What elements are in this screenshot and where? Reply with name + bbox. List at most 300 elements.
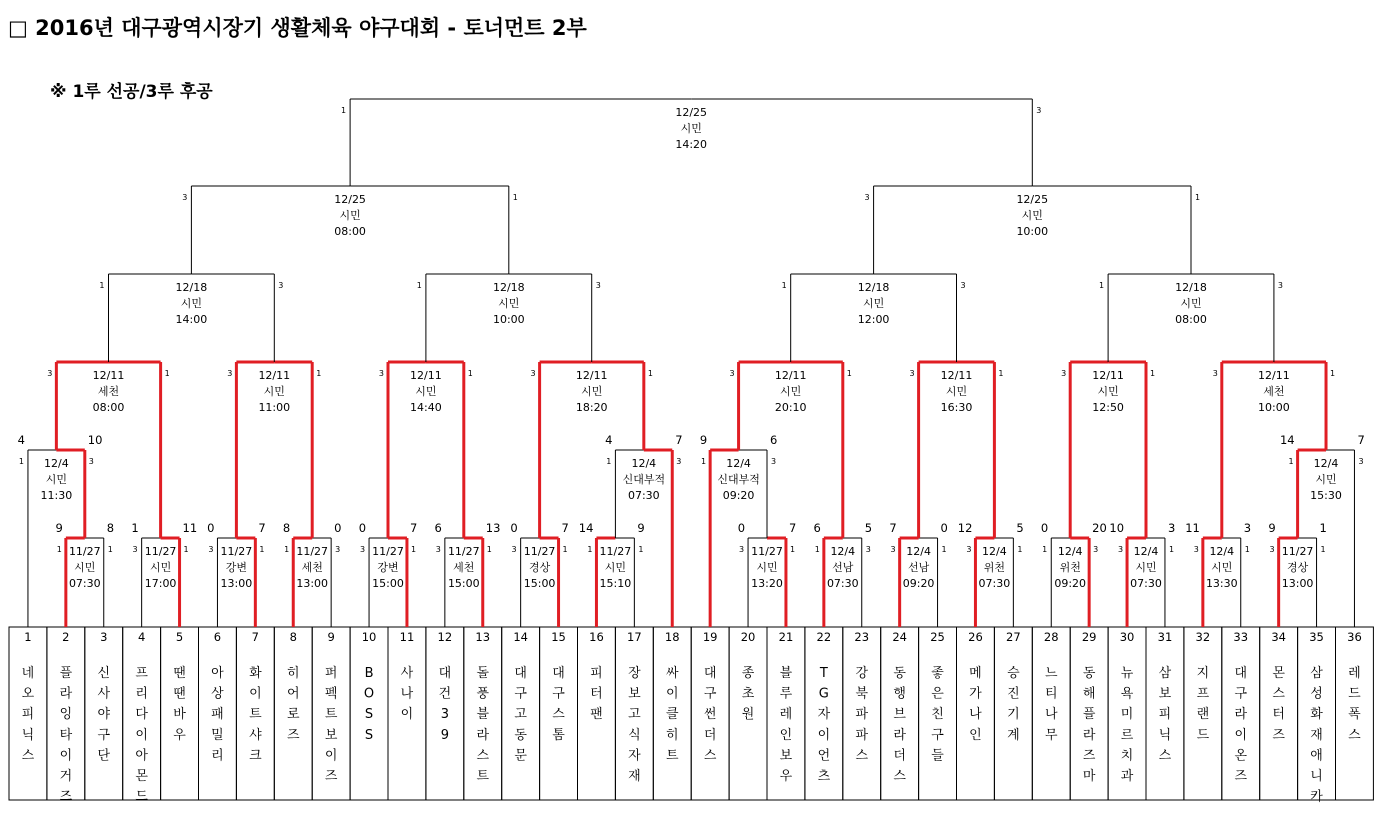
match-info: 09:20 (1054, 577, 1087, 590)
team-name-char: 건 (438, 686, 452, 702)
side-marker: 1 (1099, 281, 1105, 290)
team-name-char: 무 (1044, 727, 1058, 743)
match-info: 12/4 (1313, 457, 1339, 470)
team-name-char: 신 (97, 666, 111, 681)
score-right: 7 (258, 521, 266, 535)
team-name-char: 오 (21, 686, 35, 702)
team-number: 16 (589, 630, 604, 644)
team-name-char: 나 (1044, 707, 1058, 723)
side-marker: 1 (107, 545, 113, 554)
side-marker: 3 (1269, 545, 1275, 554)
side-marker: 3 (88, 457, 94, 466)
score-right: 7 (561, 521, 569, 535)
side-marker: 1 (1042, 545, 1048, 554)
team-name-char: 닉 (21, 727, 35, 743)
match-info: 12/11 (1092, 369, 1124, 382)
team-name-char: 구 (1234, 686, 1248, 702)
team-name-char: 어 (286, 686, 300, 702)
team-name-char: 레 (779, 707, 793, 723)
team-name-char: 문 (514, 748, 527, 764)
score-left: 12 (957, 521, 973, 535)
team-name-char: 이 (1234, 727, 1248, 743)
side-marker: 3 (208, 545, 214, 554)
team-name-char: 땐 (173, 666, 186, 681)
team-name-char: 타 (59, 727, 73, 743)
team-number: 12 (437, 630, 453, 644)
team-name-char: 들 (931, 748, 944, 764)
team-number: 4 (137, 630, 146, 644)
match-info: 시민 (1135, 561, 1157, 574)
team-name-char: 대 (438, 666, 452, 681)
team-name-char: 가 (969, 686, 982, 702)
team-name-char: 아 (211, 666, 224, 681)
match-info: 12:00 (857, 313, 890, 326)
team-name-char: 원 (741, 707, 755, 723)
side-marker: 3 (865, 545, 871, 554)
side-marker: 1 (606, 457, 612, 466)
team-name-char: 고 (628, 707, 641, 723)
team-name-char: 야 (97, 707, 111, 723)
team-name-char: 스 (1272, 686, 1285, 702)
side-marker: 3 (1061, 369, 1067, 378)
team-name-char: 땐 (173, 686, 186, 702)
match-info: 11/27 (751, 545, 783, 558)
team-name-char: 바 (173, 707, 186, 723)
team-name-char: 프 (1196, 686, 1210, 702)
match-info: 선남 (907, 561, 930, 574)
match-info: 12/4 (906, 545, 931, 558)
side-marker: 1 (410, 545, 417, 554)
team-name-char: 나 (400, 686, 414, 702)
team-number: 30 (1119, 630, 1135, 644)
team-number: 19 (702, 630, 718, 644)
side-marker: 3 (1193, 545, 1199, 554)
score-left: 11 (1185, 521, 1200, 535)
team-number: 10 (361, 630, 377, 644)
score-right: 3 (1243, 521, 1252, 535)
match-info: 15:00 (523, 577, 556, 590)
match-info: 시민 (756, 561, 778, 574)
team-name-char: 치 (1120, 748, 1134, 764)
side-marker: 3 (227, 369, 233, 378)
team-name-char: 재 (1310, 727, 1323, 743)
team-number: 36 (1347, 630, 1362, 644)
score-right: 7 (1357, 433, 1365, 447)
team-number: 5 (175, 630, 184, 644)
team-name-char: 이 (665, 686, 679, 702)
team-name-char: 구 (514, 686, 527, 702)
match-info: 위천 (983, 561, 1006, 574)
side-marker: 1 (164, 369, 170, 378)
side-marker: 1 (56, 545, 62, 554)
score-right: 7 (675, 433, 683, 447)
team-name-char: 자 (817, 707, 831, 723)
match-info: 11/27 (523, 545, 556, 558)
team-name-char: 욕 (1120, 686, 1134, 702)
team-name-char: 몬 (1272, 666, 1285, 681)
match-info: 14:00 (175, 313, 208, 326)
team-name-char: 성 (1310, 686, 1323, 702)
team-name-char: 느 (1044, 666, 1058, 681)
side-marker: 3 (595, 281, 601, 290)
side-marker: 1 (99, 281, 105, 290)
team-name-char: 피 (1158, 707, 1172, 723)
score-right: 20 (1092, 521, 1107, 535)
match-info: 시민 (498, 297, 520, 310)
team-number: 33 (1233, 630, 1249, 644)
team-number: 17 (627, 630, 642, 644)
score-left: 9 (55, 521, 63, 535)
match-info: 13:00 (1281, 577, 1314, 590)
match-info: 12/18 (175, 281, 208, 294)
score-left: 14 (1279, 433, 1295, 447)
team-name-char: 다 (135, 707, 148, 723)
side-marker: 1 (259, 545, 265, 554)
side-marker: 1 (941, 545, 947, 554)
team-name-char: 언 (817, 748, 831, 764)
score-left: 6 (813, 521, 821, 535)
match-info: 강변 (225, 561, 248, 574)
team-name-char: 블 (476, 707, 490, 723)
match-info: 12/11 (1258, 369, 1290, 382)
team-name-char: 인 (779, 727, 793, 743)
score-right: 10 (87, 433, 103, 447)
team-name-char: 카 (1310, 789, 1323, 805)
team-name-char: 스 (1158, 748, 1172, 764)
team-name-char: 트 (476, 769, 490, 784)
team-name-char: 장 (628, 666, 641, 681)
score-right: 0 (334, 521, 342, 535)
team-name-char: 화 (1310, 707, 1323, 723)
match-info: 07:30 (1130, 577, 1162, 590)
team-name-char: O (363, 686, 375, 702)
match-info: 시민 (1180, 297, 1202, 310)
score-left: 9 (699, 433, 708, 447)
team-name-char: S (364, 727, 374, 743)
match-info: 15:10 (599, 577, 632, 590)
team-name-char: 스 (21, 748, 35, 764)
team-name-char: T (819, 666, 828, 681)
match-info: 시민 (862, 297, 885, 310)
team-number: 25 (930, 630, 945, 644)
match-info: 세천 (301, 561, 323, 574)
team-name-char: 돌 (476, 666, 490, 681)
match-info: 07:30 (68, 577, 101, 590)
match-info: 10:00 (1016, 225, 1049, 238)
side-marker: 3 (960, 281, 966, 290)
team-name-char: 이 (249, 686, 262, 702)
team-name-char: 몬 (135, 769, 148, 784)
match-info: 11/27 (144, 545, 177, 558)
match-info: 시민 (45, 473, 68, 486)
team-number: 20 (740, 630, 756, 644)
team-name-char: 인 (969, 727, 982, 743)
match-info: 12/4 (1057, 545, 1083, 558)
match-info: 18:20 (575, 401, 608, 414)
match-info: 시민 (1315, 473, 1337, 486)
team-name-char: 리 (135, 686, 148, 702)
side-marker: 1 (1168, 545, 1175, 554)
team-name-char: 진 (1007, 686, 1020, 702)
match-info: 시민 (780, 385, 802, 398)
team-name-char: 브 (893, 707, 906, 723)
side-marker: 1 (512, 193, 518, 202)
team-name-char: 잉 (59, 707, 73, 723)
match-info: 12/11 (575, 369, 608, 382)
side-marker: 1 (647, 369, 653, 378)
bracket-note: ※ 1루 선공/3루 후공 (50, 82, 213, 102)
side-marker: 1 (1244, 545, 1250, 554)
team-name-char: 드 (1348, 686, 1361, 702)
score-left: 9 (1268, 521, 1276, 535)
score-right: 5 (864, 521, 873, 535)
team-number: 3 (100, 630, 108, 644)
team-name-char: 밀 (211, 727, 224, 743)
match-info: 13:00 (296, 577, 329, 590)
match-info: 12/18 (492, 281, 525, 294)
team-name-char: 마 (1082, 769, 1096, 784)
match-info: 12:50 (1092, 401, 1124, 414)
side-marker: 3 (738, 545, 745, 554)
team-name-char: 삼 (1310, 666, 1323, 681)
team-name-char: 자 (628, 748, 641, 764)
side-marker: 1 (183, 545, 189, 554)
team-name-char: 스 (476, 748, 490, 764)
match-info: 세천 (97, 385, 120, 398)
side-marker: 1 (781, 281, 787, 290)
side-marker: 1 (316, 369, 322, 378)
score-left: 0 (1040, 521, 1049, 535)
team-name-char: 삼 (1158, 666, 1172, 681)
match-info: 09:20 (722, 489, 755, 502)
team-name-char: 동 (1082, 666, 1096, 681)
match-info: 11/27 (447, 545, 480, 558)
team-name-char: S (364, 707, 374, 723)
team-name-char: 라 (1082, 727, 1096, 743)
match-info: 13:30 (1205, 577, 1238, 590)
match-info: 12/11 (92, 369, 125, 382)
match-info: 12/4 (1209, 545, 1235, 558)
match-info: 시민 (604, 561, 627, 574)
team-number: 35 (1309, 630, 1324, 644)
score-right: 7 (409, 521, 418, 535)
team-name-char: 톰 (552, 727, 565, 743)
match-info: 12/4 (44, 457, 69, 470)
team-name-char: 스 (1348, 727, 1361, 743)
score-right: 1 (1319, 521, 1327, 535)
side-marker: 3 (359, 545, 366, 554)
match-info: 11/27 (372, 545, 404, 558)
team-name-char: 터 (1272, 707, 1285, 723)
side-marker: 1 (341, 106, 347, 115)
side-marker: 3 (1277, 281, 1284, 290)
side-marker: 1 (562, 545, 568, 554)
match-info: 12/4 (830, 545, 856, 558)
match-info: 강변 (377, 561, 399, 574)
team-name-char: 샤 (249, 727, 262, 743)
side-marker: 3 (435, 545, 441, 554)
match-info: 시민 (415, 385, 437, 398)
match-info: 17:00 (144, 577, 177, 590)
team-number: 23 (854, 630, 870, 644)
team-name-char: 스 (552, 707, 565, 723)
side-marker: 1 (638, 545, 644, 554)
team-name-char: 대 (1234, 666, 1248, 681)
team-name-char: 패 (211, 707, 224, 723)
match-info: 11:30 (40, 489, 73, 502)
team-name-char: 우 (173, 727, 186, 743)
team-number: 13 (475, 630, 491, 644)
team-name-char: G (818, 686, 829, 702)
side-marker: 1 (1288, 457, 1294, 466)
score-left: 10 (1109, 521, 1125, 535)
team-name-char: 좋 (931, 666, 944, 681)
team-name-char: 상 (211, 686, 224, 702)
team-name-char: 보 (1158, 686, 1172, 702)
side-marker: 1 (998, 369, 1004, 378)
team-name-char: 구 (97, 727, 111, 743)
match-info: 시민 (1021, 209, 1043, 222)
side-marker: 3 (378, 369, 384, 378)
team-name-char: 플 (1082, 707, 1096, 723)
match-info: 12/4 (982, 545, 1007, 558)
score-right: 7 (788, 521, 797, 535)
match-info: 15:00 (447, 577, 480, 590)
team-number: 29 (1081, 630, 1097, 644)
side-marker: 3 (909, 369, 915, 378)
match-info: 12/25 (334, 193, 366, 206)
side-marker: 3 (966, 545, 972, 554)
team-name-char: 클 (665, 707, 679, 723)
team-name-char: 네 (21, 666, 35, 681)
score-right: 5 (1016, 521, 1024, 535)
team-name-char: 퍼 (324, 666, 338, 681)
match-info: 12/11 (410, 369, 442, 382)
team-name-char: 랜 (1196, 707, 1210, 723)
team-name-char: 대 (552, 666, 565, 681)
team-name-char: 즈 (59, 789, 73, 805)
team-name-char: 구 (931, 727, 944, 743)
side-marker: 3 (1036, 106, 1042, 115)
match-info: 세천 (1263, 385, 1285, 398)
score-right: 11 (182, 521, 198, 535)
team-name-char: 즈 (1272, 727, 1285, 743)
team-name-char: 구 (552, 686, 565, 702)
team-name-char: 스 (893, 769, 906, 784)
score-right: 8 (106, 521, 115, 535)
team-name-char: 파 (855, 707, 869, 723)
team-name-char: 더 (703, 727, 717, 743)
team-name-char: 츠 (817, 769, 831, 784)
team-number: 26 (968, 630, 983, 644)
score-left: 0 (207, 521, 215, 535)
match-info: 12/4 (726, 457, 751, 470)
match-info: 신대부적 (717, 473, 760, 486)
team-name-char: 동 (514, 727, 527, 743)
side-marker: 1 (789, 545, 796, 554)
score-left: 7 (889, 521, 897, 535)
score-left: 4 (605, 433, 613, 447)
side-marker: 1 (284, 545, 290, 554)
score-right: 0 (940, 521, 948, 535)
team-number: 14 (513, 630, 528, 644)
match-info: 선남 (832, 561, 854, 574)
score-left: 1 (131, 521, 139, 535)
team-name-char: 트 (249, 707, 262, 723)
score-right: 9 (637, 521, 645, 535)
match-info: 11/27 (68, 545, 101, 558)
score-left: 6 (434, 521, 442, 535)
match-info: 시민 (1211, 561, 1233, 574)
side-marker: 1 (18, 457, 24, 466)
team-name-char: 티 (1044, 686, 1058, 702)
match-info: 14:40 (410, 401, 442, 414)
match-info: 12/4 (1133, 545, 1159, 558)
team-number: 22 (816, 630, 832, 644)
team-name-char: 이 (135, 727, 148, 743)
team-name-char: 더 (893, 748, 906, 764)
side-marker: 3 (1093, 545, 1099, 554)
match-info: 13:20 (751, 577, 783, 590)
team-name-char: 보 (628, 686, 641, 702)
team-number: 24 (892, 630, 907, 644)
team-name-char: 르 (1120, 727, 1134, 743)
team-name-char: 사 (97, 686, 111, 702)
team-name-char: 펙 (324, 686, 338, 702)
team-number: 31 (1157, 630, 1173, 644)
team-number: 1 (24, 630, 32, 644)
side-marker: 1 (1320, 545, 1326, 554)
match-info: 08:00 (1175, 313, 1207, 326)
team-number: 18 (664, 630, 680, 644)
team-name-char: 폭 (1348, 707, 1361, 723)
match-info: 시민 (1097, 385, 1119, 398)
team-name-char: 블 (779, 666, 793, 681)
team-name-char: 단 (97, 748, 111, 764)
team-name-char: 피 (21, 707, 35, 723)
match-info: 20:10 (774, 401, 807, 414)
score-right: 6 (770, 433, 778, 447)
team-name-char: 지 (1196, 666, 1210, 681)
match-info: 14:20 (675, 138, 708, 151)
team-number: 6 (213, 630, 222, 644)
match-info: 신대부적 (622, 473, 666, 486)
team-name-char: 보 (324, 727, 338, 743)
team-name-char: 드 (1196, 727, 1210, 743)
match-info: 07:30 (826, 577, 859, 590)
team-name-char: 우 (779, 769, 793, 784)
match-info: 12/25 (675, 106, 708, 119)
match-info: 12/4 (631, 457, 657, 470)
match-info: 07:30 (978, 577, 1011, 590)
team-number: 2 (62, 630, 70, 644)
match-info: 위천 (1059, 561, 1081, 574)
team-name-char: 썬 (703, 707, 717, 723)
team-number: 9 (327, 630, 335, 644)
team-name-char: 거 (59, 769, 73, 784)
team-number: 28 (1043, 630, 1059, 644)
team-name-char: 니 (1310, 769, 1323, 784)
team-name-char: 고 (514, 707, 527, 723)
team-name-char: 기 (1007, 707, 1020, 723)
side-marker: 1 (1330, 369, 1336, 378)
side-marker: 1 (1017, 545, 1023, 554)
team-number: 21 (778, 630, 794, 644)
team-name-char: 라 (1234, 707, 1248, 723)
side-marker: 3 (1358, 457, 1364, 466)
team-name-char: 나 (969, 707, 982, 723)
side-marker: 3 (1117, 545, 1124, 554)
